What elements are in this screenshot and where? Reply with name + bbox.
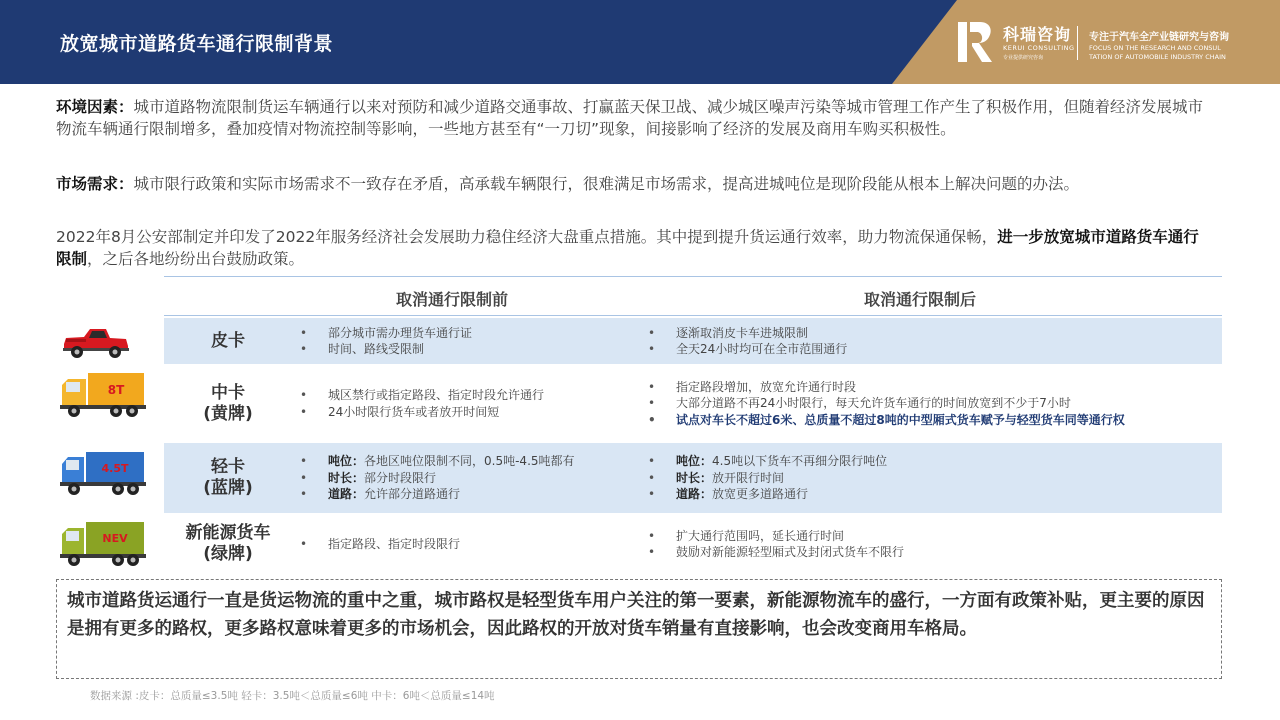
list-item: • 全天24小时均可在全市范围通行 [648,341,1222,358]
list-item-highlight: • 试点对车长不超过6米、总质量不超过8吨的中型厢式货车赋予与轻型货车同等通行权 [648,412,1222,429]
policy-text: 2022年8月公安部制定并印发了2022年服务经济社会发展助力稳住经济大盘重点措施。其中提到提升货运通行效率，助力物流保通保畅， [56,228,998,246]
environment-text: 城市道路物流限制货运车辆通行以来对预防和减少道路交通事故、打赢蓝天保卫战、减少城区噪声污染等城市管理工作产生了积极作用，但随着经济发展城市物流车辆通行限制增多，叠加疫情对物流控制等影响，一些地方甚至有“一刀切”现象，间接影响了经济的发展及商用车购买积极性。 [56,98,1204,138]
table-row-medium-truck [164,367,1222,440]
badge-nev: NEV [102,532,128,545]
conclusion-box [56,579,1222,679]
logo-text-cn: 科瑞咨询 [1003,25,1072,44]
list-item: • 道路：放宽更多道路通行 [648,486,1222,503]
pickup-truck-icon [60,326,132,360]
category-plate: (绿牌) [203,544,253,564]
badge-8t: 8T [107,383,125,397]
data-source-note: 数据来源 :皮卡：总质量≤3.5吨 轻卡：3.5吨＜总质量≤6吨 中卡：6吨＜总质量≤14吨 [90,690,495,702]
logo-divider [1077,26,1078,60]
table-row-nev-truck [164,516,1222,572]
after-cell [648,516,1222,572]
list-item: • 时长：放开限行时间 [648,470,1222,487]
category-name: 中卡 [211,382,245,403]
after-cell [648,443,1222,513]
list-item: • 扩大通行范围吗，延长通行时间 [648,528,1222,545]
after-cell [648,367,1222,440]
conclusion-text: 城市道路货运通行一直是货运物流的重中之重，城市路权是轻型货车用户关注的第一要素，新能源物流车的盛行，一方面有政策补贴，更主要的原因是拥有更多的路权，更多路权意味着更多的市场机会，因此路权的开放对货车销量有直接影响，也会改变商用车格局。 [67,591,1205,639]
before-cell [300,516,642,572]
list-item: • 指定路段增加，放宽允许通行时段 [648,379,1222,396]
table-header [164,276,1222,316]
category-cell [164,443,292,513]
category-cell [164,318,292,364]
policy-bold-text: 进一步放宽城市道路货车通行限制 [56,228,1199,268]
list-item: • 道路：允许部分道路通行 [300,486,642,503]
list-item: • 城区禁行或指定路段、指定时段允许通行 [300,387,642,404]
nev-truck-icon [60,520,150,568]
after-cell [648,318,1222,364]
environment-paragraph [56,96,1206,140]
category-cell [164,516,292,572]
table-row-pickup [164,318,1222,364]
slogan-en-line1: FOCUS ON THE RESEARCH AND CONSUL [1089,44,1221,52]
category-plate: (蓝牌) [203,478,253,498]
environment-label: 环境因素： [56,98,134,116]
category-name: 轻卡 [211,457,245,477]
column-header-after: 取消通行限制后 [864,290,977,309]
market-label: 市场需求： [56,175,134,193]
slogan-cn: 专注于汽车全产业链研究与咨询 [1089,32,1229,43]
list-item: • 逐渐取消皮卡车进城限制 [648,325,1222,342]
list-item: • 指定路段、指定时段限行 [300,536,642,553]
table-row-light-truck [164,443,1222,513]
list-item: • 时间、路线受限制 [300,341,642,358]
page-title: 放宽城市道路货车通行限制背景 [60,33,334,55]
before-cell [300,367,642,440]
policy-tail-text: ，之后各地纷纷出台鼓励政策。 [87,250,305,268]
list-item: • 大部分道路不再24小时限行，每天允许货车通行的时间放宽到不少于7小时 [648,395,1222,412]
badge-4-5t: 4.5T [101,462,129,475]
market-text: 城市限行政策和实际市场需求不一致存在矛盾，高承载车辆限行，很难满足市场需求，提高进城吨位是现阶段能从根本上解决问题的办法。 [133,175,1080,193]
slogan-en-line2: TATION OF AUTOMOBILE INDUSTRY CHAIN [1089,53,1226,61]
category-name: 皮卡 [211,330,245,351]
category-plate: (黄牌) [203,403,253,424]
before-cell [300,443,642,513]
list-item: • 24小时限行货车或者放开时间短 [300,404,642,421]
market-paragraph [56,173,1206,195]
before-cell [300,318,642,364]
list-item: • 吨位：各地区吨位限制不同，0.5吨-4.5吨都有 [300,453,642,470]
list-item: • 鼓励对新能源轻型厢式及封闭式货车不限行 [648,544,1222,561]
list-item: • 时长：部分时段限行 [300,470,642,487]
category-name: 新能源货车 [185,523,271,543]
column-header-before: 取消通行限制前 [396,290,509,309]
policy-paragraph [56,226,1206,270]
category-cell [164,367,292,440]
light-truck-icon [60,448,150,498]
logo-text-en: KERUI CONSULTING [1003,44,1075,52]
kerui-logo-icon [958,22,994,62]
list-item: • 部分城市需办理货车通行证 [300,325,642,342]
medium-truck-icon [60,371,150,419]
header-bar [0,0,1280,84]
logo-subtext: 专业提供研究咨询 [1003,55,1044,61]
list-item: • 吨位：4.5吨以下货车不再细分限行吨位 [648,453,1222,470]
